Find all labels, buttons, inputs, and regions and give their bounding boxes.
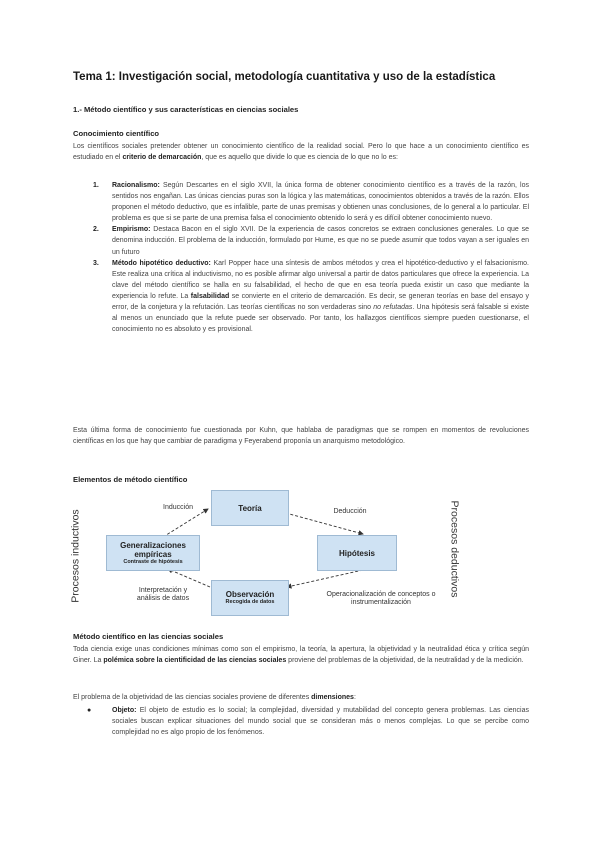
page-title: Tema 1: Investigación social, metodología cuantitativa y uso de la estadística <box>73 71 496 83</box>
bullet-list <box>73 705 529 738</box>
list-item: 2. Empirismo: Destaca Bacon en el siglo XVII. De la experiencia de casos concretos se extraen conclusiones generales. Lo que se denomina inducción. El problema de la inducción, formulado por Hume, es que no se puede asumir que todos vayan a ser iguales en un futuro <box>93 226 529 256</box>
scientific-method-diagram <box>69 490 533 620</box>
arrow-operacionalizacion <box>287 570 363 587</box>
box-hipotesis: Hipótesis <box>317 535 397 571</box>
label-deduccion: Deducción <box>333 508 367 515</box>
paragraph-conocimiento: Los científicos sociales pretender obtener un conocimiento científico de la realidad social. Pero lo que hace a un conocimiento científico es estudiado en el criterio de demarcación, que es aquello que divide lo que es ciencia de lo que no lo es: <box>73 143 529 161</box>
label-interpretacion: Interpretación y análisis de datos <box>136 587 190 602</box>
arrow-induccion <box>163 509 208 537</box>
section-heading: 1.- Método científico y sus características en ciencias sociales <box>73 105 299 114</box>
subheading-conocimiento: Conocimiento científico <box>73 129 160 138</box>
list-item: 1. Racionalismo: Según Descartes en el siglo XVII, la única forma de obtener conocimiento científico es a través de la razón, los sentidos nos engañan. Las únicas ciencias puras son la lógica y las matemáticas, conocimientos obtenidos a través de la razón. Ellos proponen el método deductivo, que es infalible, parte de unas premisas y obtienen unas conclusiones, de lo general a lo particular. El problema es que si se parte de una premisa falsa el conocimiento obtenido lo será y es difícil obtener conocimiento nuevo. <box>93 182 529 223</box>
label-operacionalizacion: Operacionalización de conceptos o instrumentalización <box>326 591 436 606</box>
subheading-metodo-cs: Método científico en las ciencias sociales <box>73 632 224 641</box>
list-item: 3. Método hipotético deductivo: Karl Popper hace una síntesis de ambos métodos y crea el hipotético-deductivo y el falsacionismo. Este realiza una crítica al inductivismo, no es posible afirmar algo universal a partir de datos particulares que ofrece la experiencia. La clave del método científico se halla en su falsabilidad, el hecho de que en esa teoría pueda existir un caso que mediante la experiencia lo refute. La falsabilidad se convierte en el criterio de demarcación. Es decir, se generan teorías en base del ensayo y error, de la conjetura y la refutación. Las teorías científicas no son verdaderas sino no refutadas. Una hipótesis será falsable si existe al menos un enunciado que la refute puede ser observado. Por tanto, los hallazgos científicos siempre pueden cuestionarse, el conocimiento no es absoluto y es provisional. <box>93 259 529 334</box>
box-observacion: Observación Recogida de datos <box>211 580 289 616</box>
label-procesos-inductivos: Procesos inductivos <box>69 509 82 603</box>
arrow-interpretacion <box>168 569 210 587</box>
box-generalizaciones: Generalizaciones empíricas Contraste de hipótesis <box>106 535 200 571</box>
label-procesos-deductivos: Procesos deductivos <box>448 500 461 598</box>
list-item: ● Objeto: El objeto de estudio es lo social; la complejidad, diversidad y mutabilidad del concepto genera problemas. Las ciencias sociales buscan explicar situaciones del mundo social que se consideran más o menos complejas. Lo que se percibe como complejidad no es algo propio de los fenómenos. <box>87 707 529 737</box>
box-teoria: Teoría <box>211 490 289 526</box>
paragraph-objetividad: El problema de la objetividad de las ciencias sociales proviene de diferentes dimensiones: <box>73 694 356 701</box>
subheading-diagram: Elementos de método científico <box>73 475 188 484</box>
numbered-list <box>73 180 529 335</box>
paragraph-metodo-cs: Toda ciencia exige unas condiciones mínimas como son el empirismo, la teoría, la apertura, la objetividad y la neutralidad ética y crítica según Giner. La polémica sobre la cientificidad de las ciencias sociales proviene del problemas de la objetividad, de la neutralidad y de la medición. <box>73 646 529 664</box>
paragraph-kuhn: Esta última forma de conocimiento fue cuestionada por Kuhn, que hablaba de paradigmas que se rompen en momentos de revoluciones científicas en los que hay que cambiar de paradigma y Feyerabend proponía un anarquismo metodológico. <box>73 427 529 445</box>
label-induccion: Inducción <box>163 504 193 511</box>
